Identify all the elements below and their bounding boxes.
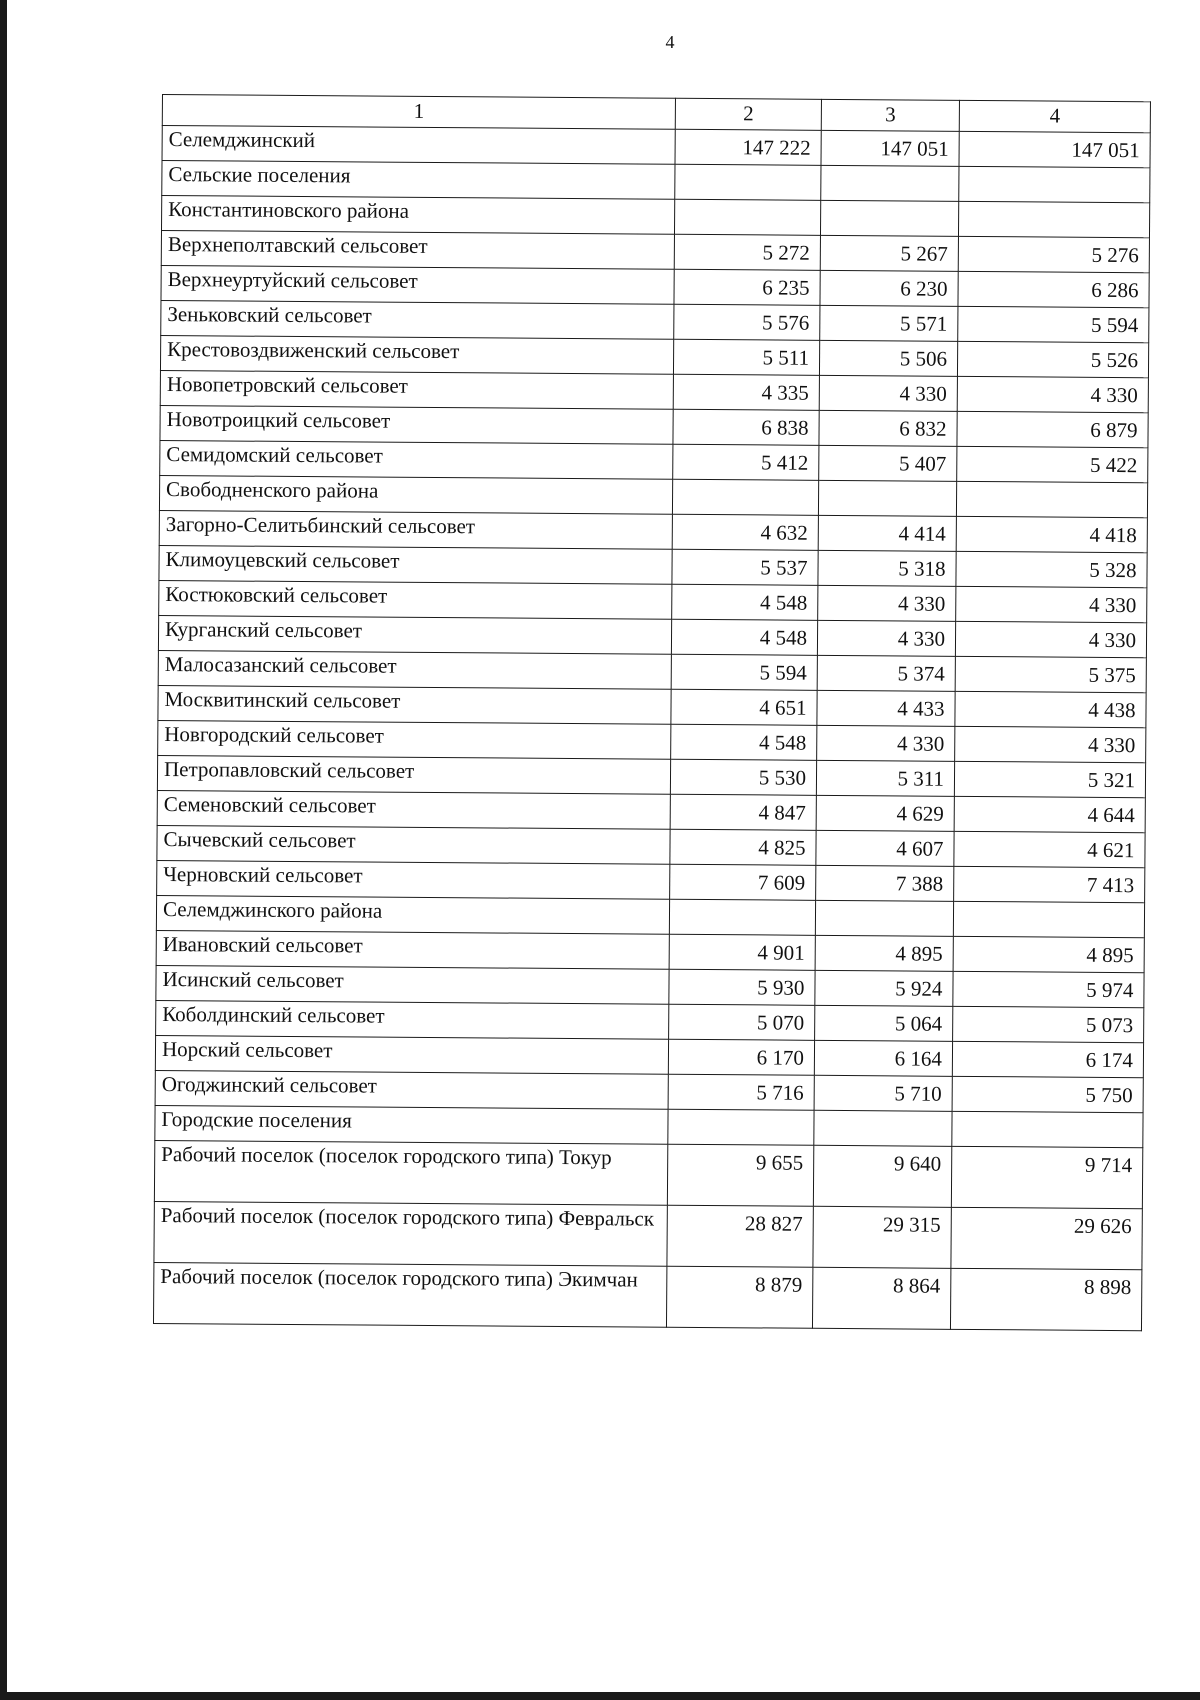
value-cell-col4: 4 330 — [955, 726, 1146, 762]
value-cell-col4: 4 330 — [956, 586, 1147, 622]
value-cell-col4: 5 328 — [956, 551, 1147, 587]
value-cell-col3: 4 433 — [817, 690, 955, 726]
scan-edge-left — [0, 0, 7, 1700]
value-cell-col4: 4 418 — [956, 516, 1147, 552]
value-cell-col2: 147 222 — [675, 129, 821, 165]
value-cell-col2 — [675, 164, 821, 200]
value-cell-col3 — [821, 165, 959, 201]
value-cell-col2: 6 838 — [673, 409, 819, 445]
value-cell-col3: 4 607 — [816, 830, 954, 866]
value-cell-col3: 9 640 — [813, 1145, 951, 1207]
value-cell-col2: 5 576 — [674, 304, 820, 340]
value-cell-col3 — [820, 200, 958, 236]
settlement-name-cell: Сычевский сельсовет — [157, 825, 670, 864]
value-cell-col4: 5 276 — [958, 236, 1149, 272]
value-cell-col2: 4 335 — [673, 374, 819, 410]
settlement-name-cell: Верхнеполтавский сельсовет — [161, 231, 674, 270]
value-cell-col3: 4 330 — [819, 375, 957, 411]
value-cell-col2: 4 548 — [672, 584, 818, 620]
settlement-name-cell: Климоуцевский сельсовет — [159, 545, 672, 584]
budget-table-wrapper — [153, 94, 1150, 1331]
settlement-name-cell: Селемджинского района — [156, 895, 669, 934]
value-cell-col4: 5 321 — [954, 761, 1145, 797]
value-cell-col4: 9 714 — [951, 1146, 1142, 1208]
value-cell-col4 — [959, 166, 1150, 202]
settlement-name-cell: Ивановский сельсовет — [156, 930, 669, 969]
value-cell-col2: 4 548 — [671, 724, 817, 760]
value-cell-col4: 5 750 — [952, 1076, 1143, 1112]
settlement-name-cell: Крестовоздвиженский сельсовет — [160, 335, 673, 374]
value-cell-col3: 5 506 — [819, 340, 957, 376]
budget-table — [153, 94, 1151, 1331]
value-cell-col4: 5 422 — [957, 446, 1148, 482]
value-cell-col2: 6 170 — [668, 1039, 814, 1075]
value-cell-col2: 4 847 — [670, 794, 816, 830]
value-cell-col2: 28 827 — [667, 1205, 813, 1267]
settlement-name-cell: Свободненского района — [159, 475, 672, 514]
table-row — [153, 1262, 1141, 1330]
value-cell-col3: 5 924 — [815, 970, 953, 1006]
settlement-name-cell: Исинский сельсовет — [156, 965, 669, 1004]
value-cell-col3: 8 864 — [812, 1267, 950, 1329]
settlement-name-cell: Городские поселения — [155, 1105, 668, 1144]
value-cell-col4: 4 621 — [954, 831, 1145, 867]
settlement-name-cell: Петропавловский сельсовет — [157, 755, 670, 794]
value-cell-col4: 4 330 — [957, 376, 1148, 412]
value-cell-col4: 5 526 — [957, 341, 1148, 377]
settlement-name-cell: Загорно-Селитьбинский сельсовет — [159, 510, 672, 549]
value-cell-col3: 5 064 — [815, 1005, 953, 1041]
settlement-name-cell: Зеньковский сельсовет — [161, 300, 674, 339]
value-cell-col2: 9 655 — [667, 1144, 813, 1206]
settlement-name-cell: Верхнеуртуйский сельсовет — [161, 265, 674, 304]
value-cell-col4 — [953, 901, 1144, 937]
settlement-name-cell: Рабочий поселок (поселок городского типа) Экимчан — [153, 1262, 666, 1327]
settlement-name-cell: Семидомский сельсовет — [160, 440, 673, 479]
value-cell-col2: 5 070 — [669, 1004, 815, 1040]
value-cell-col2: 5 537 — [672, 549, 818, 585]
value-cell-col2: 5 511 — [673, 339, 819, 375]
value-cell-col2: 5 272 — [674, 234, 820, 270]
settlement-name-cell: Костюковский сельсовет — [159, 580, 672, 619]
value-cell-col4: 4 438 — [955, 691, 1146, 727]
settlement-name-cell: Селемджинский — [162, 126, 675, 165]
value-cell-col4 — [958, 201, 1149, 237]
value-cell-col4: 29 626 — [951, 1207, 1142, 1269]
value-cell-col4: 4 330 — [955, 621, 1146, 657]
settlement-name-cell: Рабочий поселок (поселок городского типа) Токур — [154, 1140, 667, 1205]
value-cell-col4: 5 974 — [953, 971, 1144, 1007]
value-cell-col4: 8 898 — [950, 1268, 1141, 1330]
table-row — [154, 1201, 1142, 1269]
value-cell-col3: 6 164 — [814, 1040, 952, 1076]
value-cell-col3: 4 330 — [817, 725, 955, 761]
settlement-name-cell: Норский сельсовет — [155, 1035, 668, 1074]
header-cell-2: 2 — [675, 98, 821, 130]
settlement-name-cell: Коболдинский сельсовет — [156, 1000, 669, 1039]
value-cell-col3: 5 571 — [820, 305, 958, 341]
value-cell-col2: 5 412 — [673, 444, 819, 480]
settlement-name-cell: Черновский сельсовет — [157, 860, 670, 899]
value-cell-col2 — [669, 899, 815, 935]
value-cell-col2: 4 901 — [669, 934, 815, 970]
page-number: 4 — [665, 32, 675, 52]
value-cell-col3: 4 414 — [818, 515, 956, 551]
value-cell-col3 — [815, 900, 953, 936]
value-cell-col2: 7 609 — [670, 864, 816, 900]
table-body — [153, 126, 1150, 1331]
value-cell-col3: 4 330 — [818, 585, 956, 621]
value-cell-col2: 4 651 — [671, 689, 817, 725]
value-cell-col3: 5 311 — [816, 760, 954, 796]
value-cell-col4 — [952, 1111, 1143, 1147]
settlement-name-cell: Новопетровский сельсовет — [160, 370, 673, 409]
value-cell-col2: 6 235 — [674, 269, 820, 305]
value-cell-col2: 4 548 — [671, 619, 817, 655]
value-cell-col2: 5 930 — [669, 969, 815, 1005]
value-cell-col4: 147 051 — [959, 131, 1150, 167]
value-cell-col3: 6 230 — [820, 270, 958, 306]
scan-edge-bottom — [0, 1692, 1200, 1700]
value-cell-col3: 147 051 — [821, 130, 959, 166]
value-cell-col4: 6 879 — [957, 411, 1148, 447]
settlement-name-cell: Новгородский сельсовет — [158, 720, 671, 759]
value-cell-col2: 5 716 — [668, 1074, 814, 1110]
value-cell-col3: 29 315 — [813, 1206, 951, 1268]
settlement-name-cell: Огоджинский сельсовет — [155, 1070, 668, 1109]
value-cell-col2: 4 632 — [672, 514, 818, 550]
value-cell-col4: 6 286 — [958, 271, 1149, 307]
value-cell-col3: 4 330 — [817, 620, 955, 656]
value-cell-col2: 5 594 — [671, 654, 817, 690]
value-cell-col3: 5 374 — [817, 655, 955, 691]
value-cell-col2: 4 825 — [670, 829, 816, 865]
value-cell-col4: 4 644 — [954, 796, 1145, 832]
value-cell-col4: 5 375 — [955, 656, 1146, 692]
settlement-name-cell: Малосазанский сельсовет — [158, 650, 671, 689]
value-cell-col2: 5 530 — [670, 759, 816, 795]
value-cell-col2 — [672, 479, 818, 515]
header-cell-3: 3 — [821, 99, 959, 131]
settlement-name-cell: Сельские поселения — [162, 161, 675, 200]
settlement-name-cell: Курганский сельсовет — [158, 615, 671, 654]
header-cell-4: 4 — [959, 100, 1150, 132]
value-cell-col2: 8 879 — [666, 1266, 812, 1328]
value-cell-col3: 6 832 — [819, 410, 957, 446]
value-cell-col4: 4 895 — [953, 936, 1144, 972]
value-cell-col2 — [668, 1109, 814, 1145]
value-cell-col3: 4 629 — [816, 795, 954, 831]
value-cell-col3: 4 895 — [815, 935, 953, 971]
value-cell-col3: 5 318 — [818, 550, 956, 586]
settlement-name-cell: Рабочий поселок (поселок городского типа) Февральск — [154, 1201, 667, 1266]
value-cell-col4 — [956, 481, 1147, 517]
header-cell-1: 1 — [162, 95, 675, 130]
value-cell-col3 — [818, 480, 956, 516]
value-cell-col4: 7 413 — [954, 866, 1145, 902]
settlement-name-cell: Константиновского района — [161, 196, 674, 235]
value-cell-col4: 5 073 — [953, 1006, 1144, 1042]
value-cell-col3: 7 388 — [816, 865, 954, 901]
settlement-name-cell: Новотроицкий сельсовет — [160, 405, 673, 444]
value-cell-col3: 5 407 — [819, 445, 957, 481]
table-row — [154, 1140, 1142, 1208]
value-cell-col4: 6 174 — [952, 1041, 1143, 1077]
value-cell-col4: 5 594 — [958, 306, 1149, 342]
value-cell-col3: 5 267 — [820, 235, 958, 271]
value-cell-col3 — [814, 1110, 952, 1146]
value-cell-col3: 5 710 — [814, 1075, 952, 1111]
value-cell-col2 — [674, 199, 820, 235]
settlement-name-cell: Семеновский сельсовет — [157, 790, 670, 829]
settlement-name-cell: Москвитинский сельсовет — [158, 685, 671, 724]
